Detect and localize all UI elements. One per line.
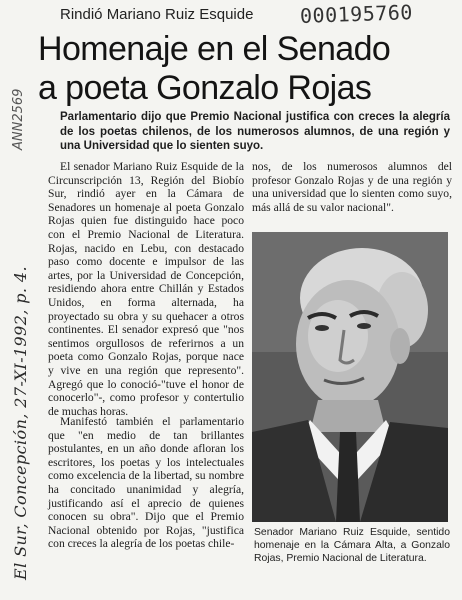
portrait-photo — [252, 232, 448, 522]
portrait-illustration — [252, 232, 448, 522]
headline-line-2: a poeta Gonzalo Rojas — [38, 69, 372, 107]
handwritten-margin-note — [0, 30, 40, 590]
photo-caption: Senador Mariano Ruiz Esquide, sentido homenaje en la Cámara Alta, a Gonzalo Rojas, Premio Nacional de Literatura. — [254, 527, 450, 564]
archive-code: 000195760 — [299, 0, 414, 28]
headline — [38, 30, 458, 108]
body-paragraph-1: El senador Mariano Ruiz Esquide de la Circunscripción 13, Región del Biobío Sur, rindió ayer en la Cámara de Senadores un homenaje al poeta Gonzalo Rojas quien fue distinguido hace poco con el Premio Nacional de Literatura. Rojas, nacido en Lebu, con destacado paso como docente e impulsor de las artes, por la Universidad de Concepción, residiendo ahora entre Chillán y Estados Unidos, en forma alternada, ha proyectado su obra y su quehacer a otros continentes. El senador expresó que "nos sentimos orgullosos de referirnos a un poeta como Gonzalo Rojas, porque nace y vive en una región que represento". Agregó que lo conoció-"tuve el honor de conocerlo"-, como profesor y contertulio de muchas horas. — [48, 160, 244, 418]
headline-line-1: Homenaje en el Senado — [38, 30, 391, 68]
margin-source: El Sur, Concepción, 27-XI-1992, p. 4. — [11, 266, 30, 580]
body-paragraph-2: Manifestó también el parlamentario que "en medio de tan brillantes postulantes, en un año donde afloran los escritores, los poetas y los intelectuales como excelencia de la libertad, su nombre ha concitado unanimidad y alegría, justificando así el aprecio de quienes conocen su obra". Dijo que el Premio Nacional obtenido por Rojas, "justifica con creces la alegría de los poetas chile- — [48, 415, 244, 551]
body-column-left-1 — [48, 160, 244, 418]
deck: Parlamentario dijo que Premio Nacional justifica con creces la alegría de los poetas chilenos, de los numerosos alumnos, de una región y una Universidad que lo sienten suyo. — [60, 111, 450, 152]
kicker: Rindió Mariano Ruiz Esquide — [60, 6, 254, 23]
margin-code: ANN2569 — [11, 88, 26, 150]
body-column-left-2 — [48, 415, 244, 551]
body-column-right — [252, 160, 452, 214]
body-paragraph-3: nos, de los numerosos alumnos del profesor Gonzalo Rojas y de una región y una universidad que lo sienten como suyo, más allá de su valor nacional". — [252, 160, 452, 214]
